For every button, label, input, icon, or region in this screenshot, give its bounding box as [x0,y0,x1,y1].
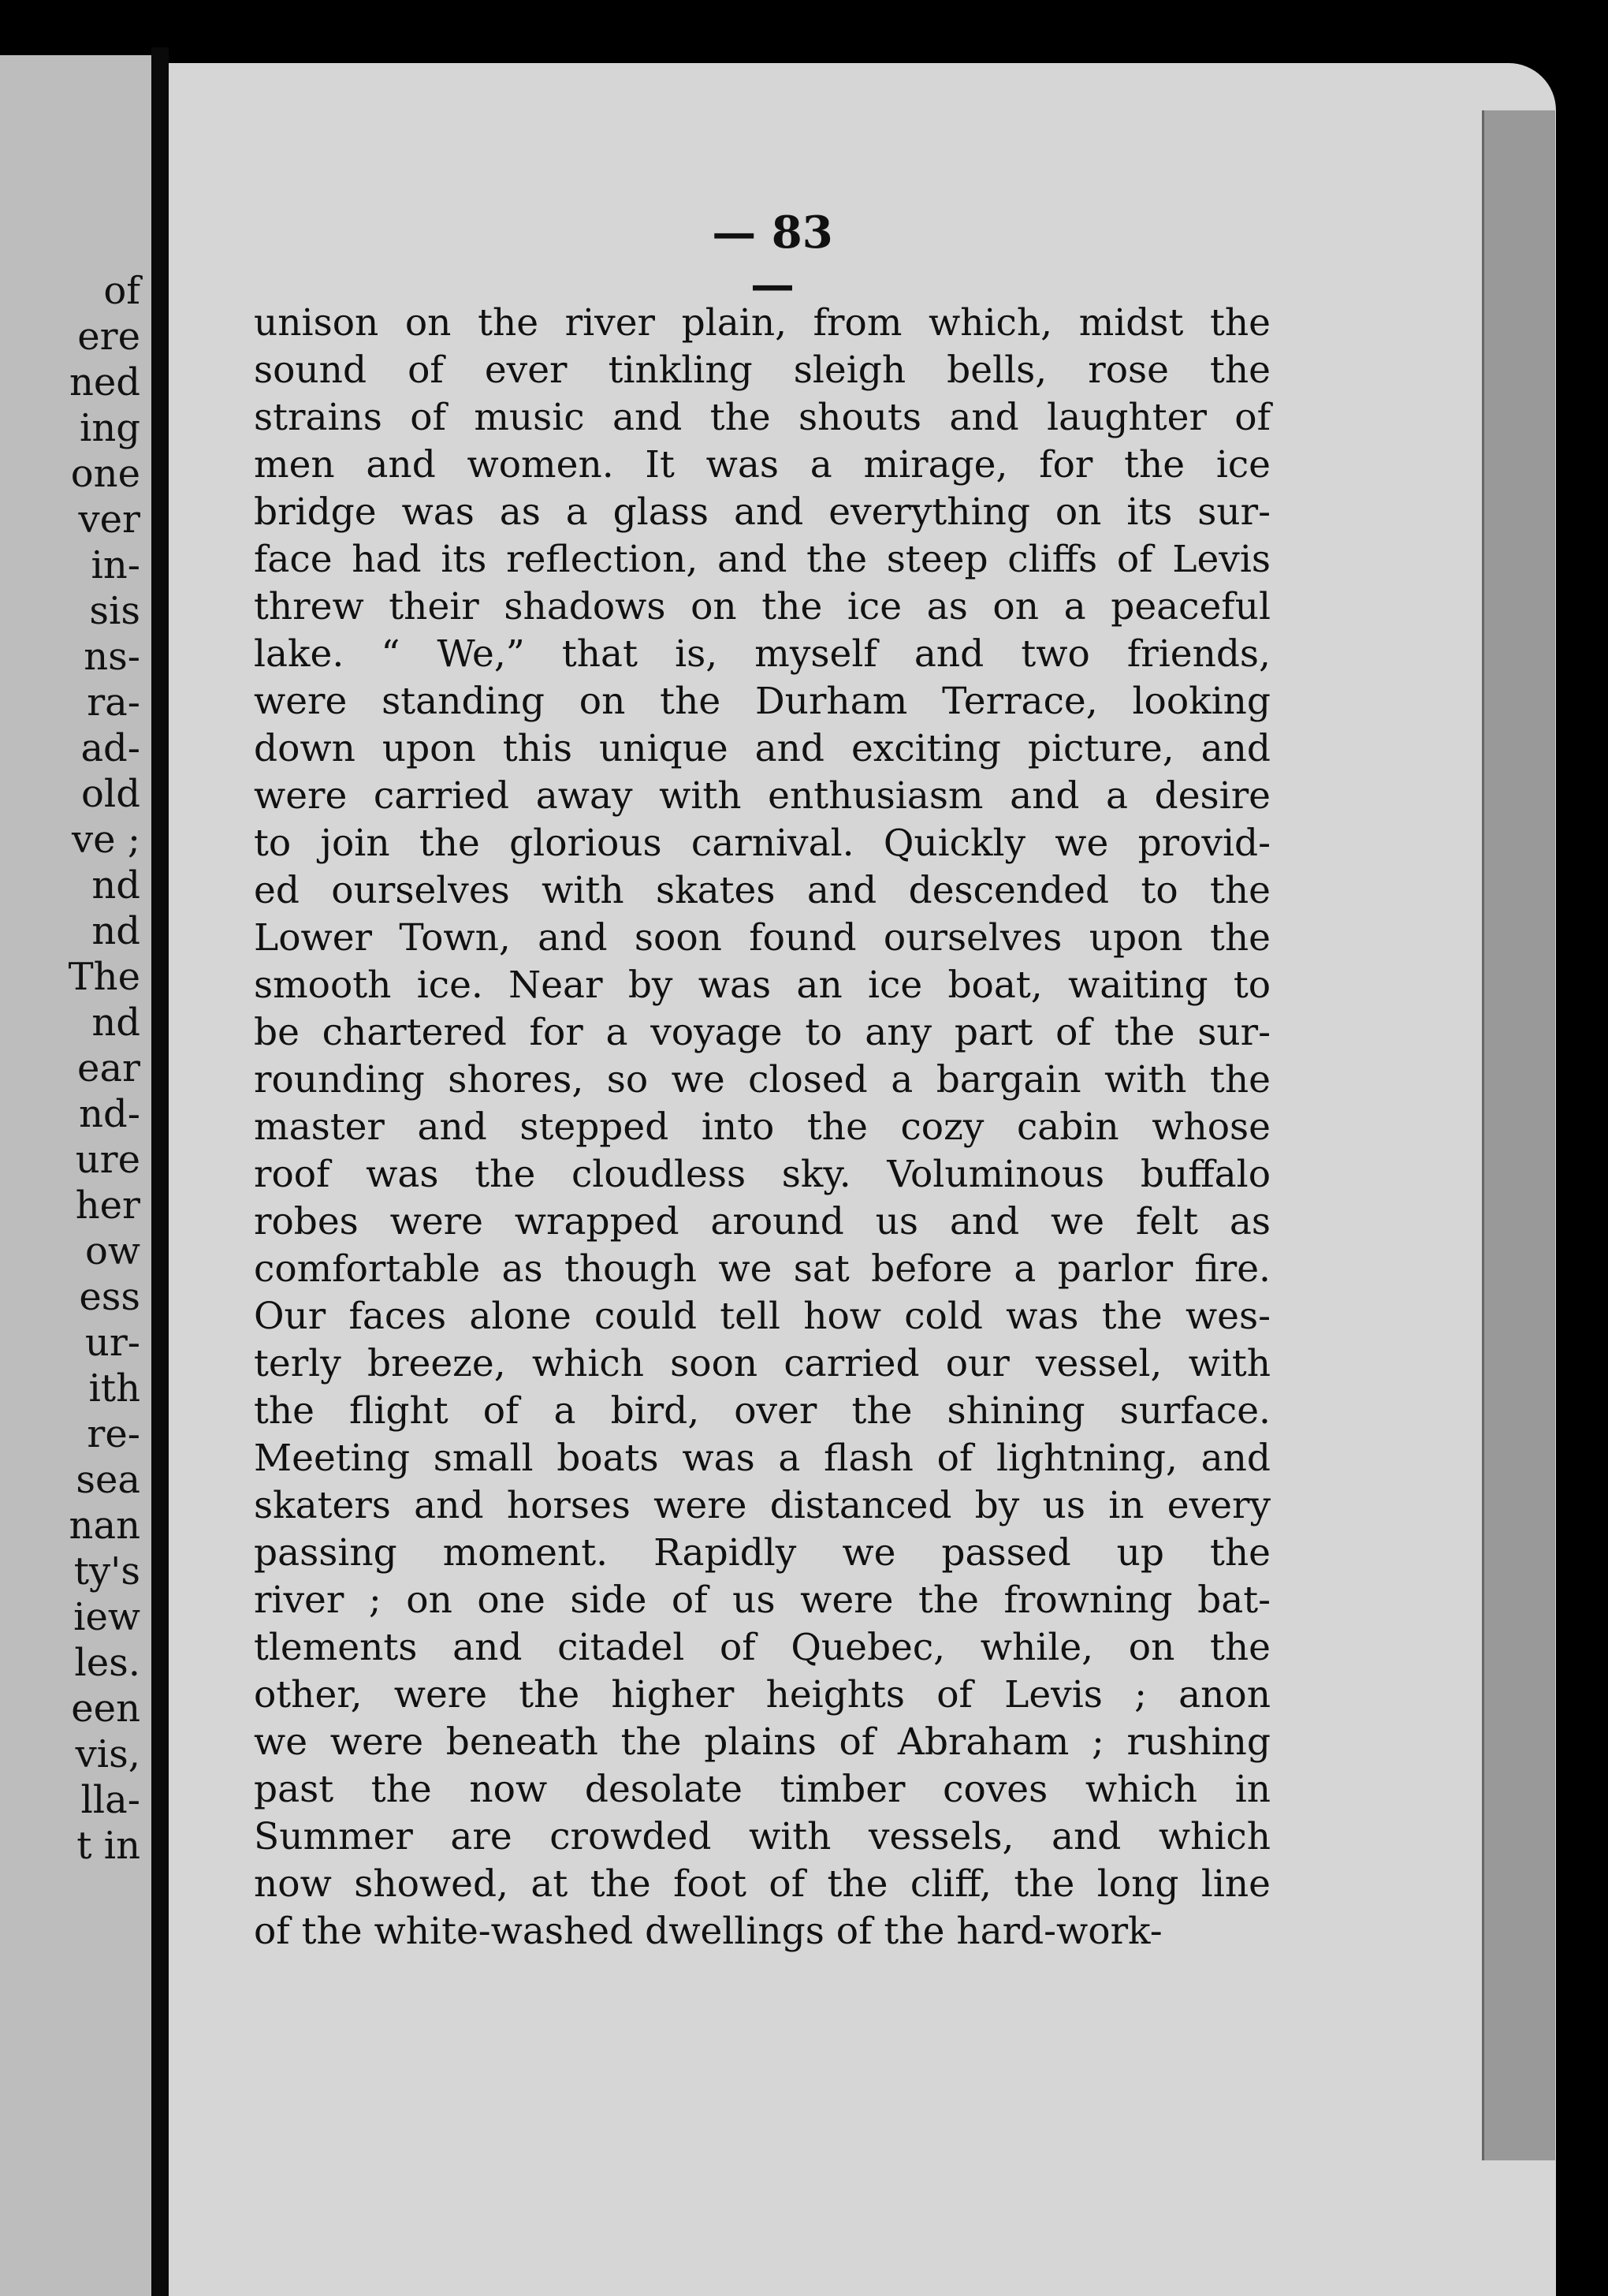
text-line: Our faces alone could tell how cold was the wes- [254,1295,1271,1338]
text-line: strains of music and the shouts and laughter of [254,396,1271,439]
text-line: ed ourselves with skates and descended to the [254,869,1271,912]
text-line: river ; on one side of us were the frowning bat- [254,1578,1271,1622]
facing-page-line: nd [91,909,140,953]
text-line: smooth ice. Near by was an ice boat, waiting to [254,964,1271,1007]
text-line: men and women. It was a mirage, for the ice [254,443,1271,486]
facing-page-line: ve ; [72,818,140,862]
text-line: rounding shores, so we closed a bargain with the [254,1058,1271,1101]
text-line: master and stepped into the cozy cabin whose [254,1105,1271,1149]
text-line: sound of ever tinkling sleigh bells, rose the [254,348,1271,392]
text-line: Lower Town, and soon found ourselves upon the [254,916,1271,960]
facing-page-line: sea [76,1458,140,1502]
facing-page-text [6,268,140,1869]
text-line: now showed, at the foot of the cliff, the long line [254,1862,1271,1906]
text-line: past the now desolate timber coves which in [254,1768,1271,1811]
facing-page-line: ad- [80,726,140,770]
facing-page-line: in- [91,543,140,587]
text-line: other, were the higher heights of Levis ; anon [254,1673,1271,1716]
facing-page [0,55,151,2296]
facing-page-line: ra- [87,680,140,725]
page-number: — 83 — [712,207,833,311]
facing-page-line: ure [75,1138,140,1182]
text-line: tlements and citadel of Quebec, while, on the [254,1626,1271,1669]
facing-page-line: ess [79,1275,140,1319]
facing-page-line: of [103,269,140,313]
facing-page-line: les. [74,1641,140,1685]
text-line: we were beneath the plains of Abraham ; rushing [254,1720,1271,1764]
facing-page-line: nd [91,863,140,908]
text-line: of the white-washed dwellings of the hard-work- [254,1910,1163,1953]
facing-page-line: ns- [84,635,140,679]
facing-page-line: sis [89,589,140,633]
text-line: Summer are crowded with vessels, and which [254,1815,1271,1858]
text-line: passing moment. Rapidly we passed up the [254,1531,1271,1575]
text-line: to join the glorious carnival. Quickly we provid- [254,822,1271,865]
body-text [254,300,1271,1955]
facing-page-line: iew [73,1595,140,1639]
facing-page-line: ned [69,360,140,404]
text-line: be chartered for a voyage to any part of the sur- [254,1011,1271,1054]
text-line: unison on the river plain, from which, midst the [254,301,1271,345]
facing-page-line: her [75,1183,140,1228]
facing-page-line: ver [78,498,140,542]
facing-page-line: ur- [84,1321,140,1365]
facing-page-line: nan [69,1504,140,1548]
facing-page-line: ear [77,1046,140,1090]
facing-page-line: t in [76,1824,140,1868]
facing-page-line: nd- [79,1092,140,1136]
facing-page-line: lla- [80,1778,140,1822]
facing-page-line: een [71,1687,140,1731]
text-line: terly breeze, which soon carried our vessel, with [254,1342,1271,1385]
facing-page-line: ow [85,1229,140,1273]
page-edge [1482,110,1555,2160]
text-line: were standing on the Durham Terrace, looking [254,680,1271,723]
text-line: comfortable as though we sat before a parlor fire. [254,1247,1271,1291]
text-line: Meeting small boats was a flash of lightning, and [254,1437,1271,1480]
facing-page-line: ty's [73,1549,140,1593]
facing-page-line: vis, [75,1732,140,1776]
facing-page-line: The [68,955,140,999]
facing-page-line: nd [91,1001,140,1045]
text-line: down upon this unique and exciting picture, and [254,727,1271,770]
text-line: the flight of a bird, over the shining surface. [254,1389,1271,1433]
book-gutter [151,47,169,2296]
text-line: bridge was as a glass and everything on its sur- [254,490,1271,534]
facing-page-line: ere [77,315,140,359]
text-line: skaters and horses were distanced by us in every [254,1484,1271,1527]
text-line: roof was the cloudless sky. Voluminous buffalo [254,1153,1271,1196]
facing-page-line: re- [87,1412,140,1456]
text-line: face had its reflection, and the steep cliffs of Levis [254,538,1271,581]
text-line: were carried away with enthusiasm and a desire [254,774,1271,818]
facing-page-line: ith [88,1366,140,1411]
text-line: lake. “ We,” that is, myself and two friends, [254,632,1271,676]
text-line: threw their shadows on the ice as on a peaceful [254,585,1271,628]
facing-page-line: one [70,452,140,496]
facing-page-line: ing [80,406,140,450]
text-line: robes were wrapped around us and we felt as [254,1200,1271,1243]
facing-page-line: old [81,772,140,816]
